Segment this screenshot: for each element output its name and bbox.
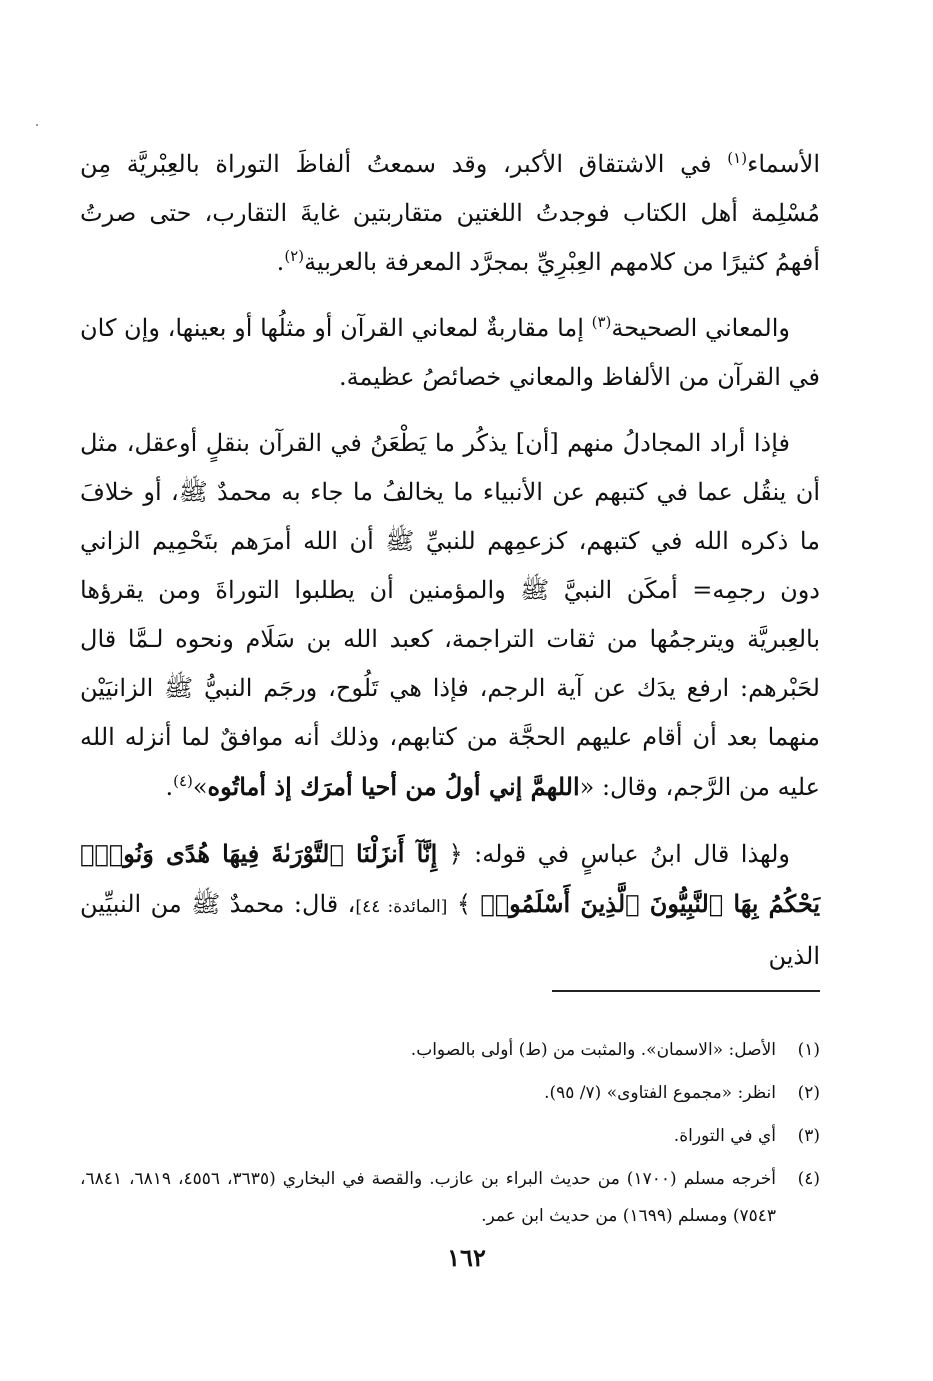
footnote-number: (١) [797,1040,820,1060]
paragraph-text: إما مقاربةٌ لمعاني القرآن أو مثلُها أو بعينها، وإن كان في القرآن من الألفاظ والمعاني خصائصُ عظيمة. [80,314,820,391]
verse-citation: [المائدة: ٤٤] [355,897,448,917]
footnote-3 [80,1118,820,1155]
footnote-number: (٤) [797,1169,820,1189]
paragraph-text: في الاشتقاق الأكبر، وقد سمعتُ ألفاظَ التوراة بالعِبْريَّة مِن مُسْلِمة أهل الكتاب فوجدتُ اللغتين متقاربتين غايةَ التقارب، حتى صرتُ أفهمُ كثيرًا من كلامهم العِبْرِيِّ بمجرَّد المعرفة بالعربية [80,150,820,276]
scan-speck [36,124,38,126]
paragraph-text: الأسماء [747,150,820,178]
paragraph-3 [80,419,820,812]
paragraph-4 [80,829,820,981]
page-number: ١٦٢ [447,1243,486,1272]
paragraph-text: والمعاني الصحيحة [611,314,790,342]
footnote-ref-3: (٣) [591,313,612,331]
main-text [80,140,820,981]
paragraph-text: » [192,773,208,801]
footnote-text: انظر: «مجموع الفتاوى» (٧/ ٩٥). [544,1083,776,1103]
footnote-text: الأصل: «الاسمان». والمثبت من (ط) أولى بالصواب. [410,1040,776,1060]
footnote-number: (٢) [797,1083,820,1103]
footnote-text: أي في التوراة. [673,1126,776,1146]
footnote-4 [80,1161,820,1235]
hadith-quote: اللهمَّ إني أولُ من أحيا أمرَك إذ أماتُوه [207,772,580,801]
footnotes [80,1032,820,1241]
footnote-ref-2: (٢) [284,247,305,265]
paragraph-text: . [276,248,285,276]
paragraph-text: ولهذا قال ابنُ عباسٍ في قوله: ﴿ [437,840,790,868]
paragraph-text: ﴾ [447,890,481,918]
footnote-ref-4: (٤) [173,772,193,790]
paragraph-text: فإذا أراد المجادلُ منهم [أن] يذكُر ما يَطْعَنُ في القرآن بنقلٍ أوعقل، مثل أن ينقُل عما في كتبهم عن الأنبياء ما يخالفُ ما جاء به محمدٌ ﷺ، أو خلافَ ما ذكره الله في كتبهم، كزعمِهم للنبيِّ ﷺ أن الله أمرَهم بتَحْمِيم الزاني دون رجمِه= أمكَن النبيَّ ﷺ والمؤمنين أن يطلبوا التوراةَ ومن يقرؤها بالعِبريَّة ويترجمُها من ثقات التراجمة، كعبد الله بن سَلَام ونحوه لـمَّا قال لحَبْرهم: ارفع يدَك عن آية الرجم، فإذا هي تَلُوح، ورجَم النبيُّ ﷺ الزانيَيْن منهما بعد أن أقام عليهم الحجَّة من كتابهم، وذلك أنه موافقٌ لما أنزله الله عليه من الرَّجم، وقال: « [80,429,820,801]
paragraph-text: . [165,773,174,801]
footnote-number: (٣) [797,1126,820,1146]
paragraph-2 [80,304,820,402]
paragraph-1 [80,140,820,287]
footnote-ref-1: (١) [727,149,748,167]
footnote-2 [80,1075,820,1112]
quran-verse: إِنَّآ أَنزَلْنَا ٱلتَّوْرَىٰةَ فِيهَا هُدًى وَنُورٌۚ يَحْكُمُ بِهَا ٱلنَّبِيُّونَ ٱلَّذِينَ أَسْلَمُوا۟ [80,839,820,918]
footnote-text: أخرجه مسلم (١٧٠٠) من حديث البراء بن عازب. والقصة في البخاري (٣٦٣٥، ٤٥٥٦، ٦٨١٩، ٦٨٤١، ٧٥٤٣) ومسلم (١٦٩٩) من حديث ابن عمر. [80,1169,777,1226]
footnote-divider [552,990,820,992]
paragraph-text: ، قال: محمدٌ ﷺ من النبيِّين الذين [80,890,820,970]
footnote-1 [80,1032,820,1069]
